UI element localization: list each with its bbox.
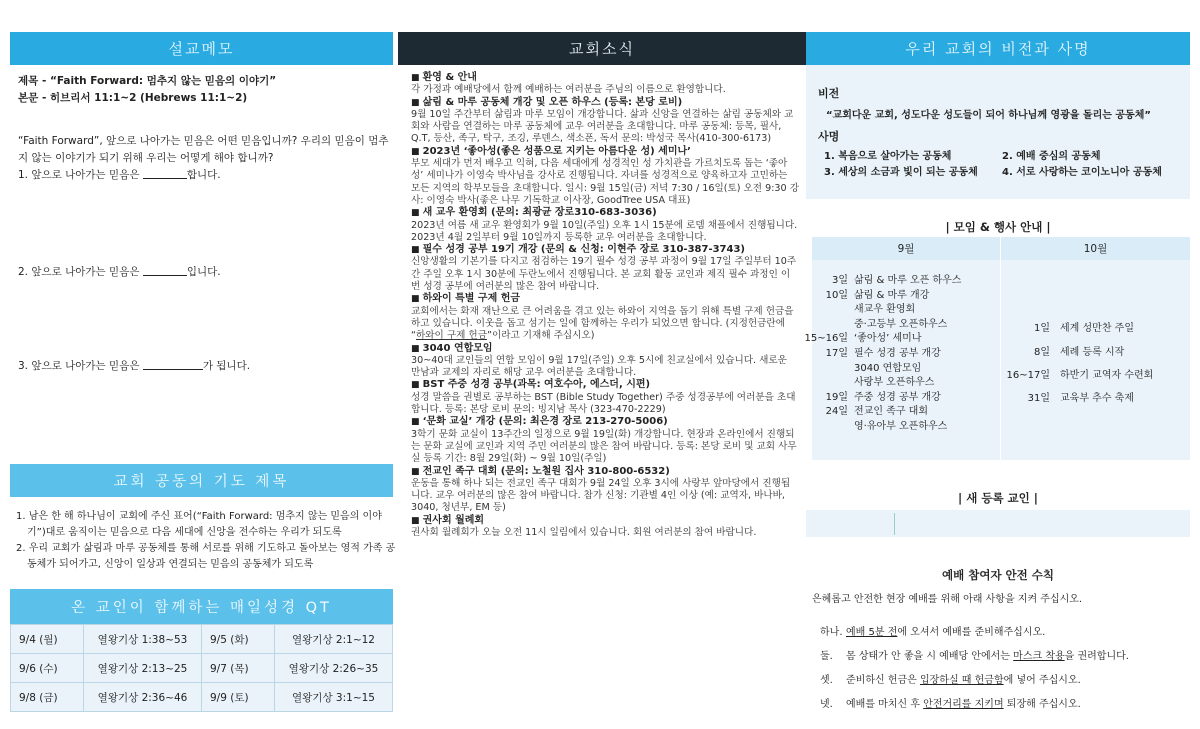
news-item [411,97,799,146]
news-title: ■ 3040 연합모임 [411,343,799,355]
event-date: 1일 [1033,323,1050,334]
news-body-text: ”이라고 기재해 주십시오) [486,330,595,342]
event-row [802,405,992,418]
qt-date: 9/8 (금) [11,683,84,712]
event-date: 10일 [825,289,848,301]
rule-number: 둘. [820,651,833,662]
news-title: ■ 권사회 월례회 [411,515,799,527]
prayer-header: 교회 공동의 기도 제목 [10,464,393,497]
qt-passage: 열왕기상 2:13~25 [84,654,202,683]
sermon-point-2 [18,264,388,279]
point-2-end: 입니다. [186,266,221,278]
news-item [411,244,799,293]
qt-passage: 열왕기상 2:1~12 [275,625,393,654]
event-date: 16~17일 [1006,370,1050,381]
event-date: 15~16일 [804,333,848,345]
event-name: 주중 성경 공부 개강 [854,391,941,403]
event-name: 세례 등록 시작 [1060,347,1125,358]
fill-blank[interactable] [143,266,187,276]
divider [894,513,895,535]
event-name: 중·고등부 오픈하우스 [854,318,948,330]
event-date: 3일 [831,275,848,286]
rule-emphasis: 마스크 착용 [1013,651,1065,662]
news-body: 2023년 여름 새 교우 환영회가 9월 10일(주일) 오후 1시 15분에 로뎀 채플에서 진행됩니다. 2023년 4월 2일부터 9월 10일까지 등록한 교우 여러분을 초대합니다. [411,219,798,243]
rule-emphasis: 안전거리를 지키며 [923,699,1004,710]
sermon-question: “Faith Forward”, 앞으로 나아가는 믿음은 어떤 믿음입니까? 우리의 믿음이 멈추지 않는 이야기가 되기 위해 우리는 어떻게 해야 합니까? [18,135,389,164]
safety-rule [820,647,1129,662]
news-list [411,72,799,539]
qt-passage: 열왕기상 2:36~46 [84,683,202,712]
event-name: 삶림 & 마루 개강 [854,289,930,301]
news-title: ■ 하와이 특별 구제 헌금 [411,293,799,305]
point-1-end: 합니다. [186,169,221,181]
news-body: 각 가정과 예배당에서 함께 예배하는 여러분을 주님의 이름으로 환영합니다. [411,84,726,96]
news-body: 권사회 월례회가 오늘 오전 11시 일림에서 있습니다. 회원 여러분의 참여 바랍니다. [411,526,757,538]
news-item [411,293,799,342]
event-name: ‘좋아성’ 세미나 [854,333,922,345]
news-title: ■ ‘문화 교실’ 개강 (문의: 최은경 장로 213-270-5006) [411,416,799,428]
safety-intro: 은혜롭고 안전한 현장 예배를 위해 아래 사항을 지켜 주십시오. [812,594,1083,605]
news-body: 3학기 문화 교실이 13주간의 일정으로 9월 19일(화) 개강합니다. 현장과 온라인에서 진행되는 문화 교실에 교인과 지역 주민 여러분의 많은 참여 바랍니다. 등록: 본당 로비 및 교회 사무실 등록 기간: 8월 29일(화) ~ 9월 10일(주일) [411,428,797,465]
event-name: 새교우 환영회 [854,304,916,316]
rule-text: 에 넣어 주십시오. [1003,675,1081,686]
news-body: 부모 세대가 먼저 배우고 익혀, 다음 세대에게 성경적인 성 가치관을 가르치도록 돕는 ‘좋아성’ 세미나가 이영숙 박사님을 강사로 진행됩니다. 자녀를 성경적으로 양육하고자 고민하는 모든 지역의 학부모들을 초대합니다. 일시: 9월 15일(금) 저녁 7:30 / 16일(토) 오전 9:30 강사: 이영숙 박사(좋은 나무 기독학교 이사장, GoodTree USA 대표) [411,158,799,206]
point-3-end: 가 됩니다. [202,360,251,372]
rule-text: 몸 상태가 안 좋을 시 예배당 안에서는 [846,651,1014,662]
news-item [411,207,799,244]
event-row [802,362,992,375]
qt-table [10,624,393,712]
event-name: 전교인 족구 대회 [854,406,928,418]
event-row [1002,346,1188,359]
new-members-box [806,510,1190,537]
rule-number: 하나. [820,627,843,638]
news-item [411,146,799,207]
event-row [802,274,992,287]
news-title: ■ 필수 성경 공부 19기 개강 (문의 & 신청: 이현주 장로 310-387-3743) [411,244,799,256]
event-row [802,420,992,433]
fill-blank[interactable] [143,169,187,179]
rule-text: 을 권려합니다. [1064,651,1129,662]
event-date: 19일 [825,391,848,403]
point-2-label: 2. 앞으로 나아가는 믿음은 [18,266,143,278]
rule-emphasis: 입장하실 때 헌금함 [919,675,1004,686]
event-row [802,303,992,316]
vision-panel [806,65,1190,199]
news-body: 30~40대 교인들의 연합 모임이 9월 17일(주일) 오후 5시에 친교실에서 있습니다. 새로운 만남과 교제의 자리로 해당 교우 여러분을 초대합니다. [411,354,787,379]
mission-item: 4. 서로 사랑하는 코이노니아 공동체 [1002,167,1162,178]
safety-rule [820,695,1081,710]
event-row [802,347,992,360]
qt-date: 9/6 (수) [11,654,84,683]
news-title: ■ 2023년 ‘좋아성(좋은 성품으로 지키는 아름다운 성) 세미나’ [411,146,799,158]
qt-passage: 열왕기상 2:26~35 [275,654,393,683]
table-row [11,683,393,712]
news-body: 신앙생활의 기본기를 다지고 점검하는 19기 필수 성경 공부 과정이 9월 17일 주일부터 10주간 주일 오후 1시 30분에 두란노에서 진행됩니다. 본 교회 활동 교인과 제직 필수 과정인 이번 성경 공부에 여러분의 많은 참여 바랍니다. [411,256,797,293]
news-body-text: 교회에서는 화재 재난으로 큰 어려움을 겪고 있는 하와이 지역을 돕기 위해 특별 구제 헌금을 하고 있습니다. 이웃을 돕고 섬기는 일에 함께하는 우리가 되었으면 합니다. (지정헌금란에 “ [411,305,794,342]
news-item [411,466,799,515]
rule-number: 넷. [820,699,833,710]
table-row [11,625,393,654]
event-name: 하반기 교역자 수련회 [1060,370,1154,381]
event-name: 3040 연합모임 [854,362,922,374]
safety-rule [820,671,1081,686]
event-date: 8일 [1033,347,1050,358]
mission-item: 1. 복음으로 살아가는 공동체 [824,151,952,162]
news-body: 9월 10일 주간부터 삶림과 마루 모임이 개강합니다. 삶과 신앙을 연결하는 삶림 공동체와 교회와 사람을 연결하는 마루 공동체에 교우 여러분을 초대합니다. 마루 공동체: 등목, 필사, Q.T, 등산, 족구, 탁구, 조깅, 루덴스, 색소폰, 독서 문의: 박성국 목사(410-300-6173) [411,108,794,145]
sermon-title: 제목 - “Faith Forward: 멈추지 않는 믿음의 이야기” [18,75,277,87]
mission-label: 사명 [818,130,840,143]
event-row [1002,369,1188,382]
sermon-memo-header: 설교메모 [10,32,393,65]
news-item [411,72,799,97]
point-3-label: 3. 앞으로 나아가는 믿음은 [18,360,143,372]
events-oct-header: 10월 [1001,237,1190,260]
sermon-text: 본문 - 히브리서 11:1~2 (Hebrews 11:1~2) [18,92,248,104]
news-body-underline: 하와이 구제 헌금 [415,330,487,342]
event-date: 17일 [825,348,848,359]
sermon-point-1 [18,167,388,182]
prayer-item: 2. 우리 교회가 삶림과 마루 공동체를 통해 서로를 위해 기도하고 돌아보는 영적 가족 공동체가 되어가고, 신앙이 일상과 연결되는 믿음의 공동체가 되도록 [16,543,396,570]
qt-date: 9/5 (화) [202,625,275,654]
sermon-point-3 [18,358,388,373]
vision-header: 우리 교회의 비전과 사명 [806,32,1190,65]
event-name: 영·유아부 오픈하우스 [854,421,948,432]
event-row [1002,322,1188,335]
event-row [802,289,992,302]
event-date: 24일 [825,406,848,418]
fill-blank[interactable] [143,360,203,370]
vision-statement: “교회다운 교회, 성도다운 성도들이 되어 하나님께 영광을 돌리는 공동체” [826,110,1151,121]
qt-date: 9/7 (목) [202,654,275,683]
qt-passage: 열왕기상 3:1~15 [275,683,393,712]
rule-text: 퇴장해 주십시오. [1003,699,1081,710]
event-row [802,376,992,389]
new-members-title: | 새 등록 교인 | [958,491,1038,505]
news-title: ■ 삶림 & 마루 공동체 개강 및 오픈 하우스 (등록: 본당 로비) [411,97,799,109]
prayer-item: 1. 남은 한 해 하나님이 교회에 주신 표어(“Faith Forward: 멈추지 않는 믿음의 이야기”)대로 움직이는 믿음으로 다음 세대에 신앙을 전수하는 우리가 되도록 [16,511,382,538]
point-1-label: 1. 앞으로 나아가는 믿음은 [18,169,143,181]
prayer-list [16,509,396,573]
news-title: ■ BST 주중 성경 공부(과목: 여호수아, 에스더, 시편) [411,379,799,391]
events-sep-header: 9월 [812,237,1000,260]
event-name: 삶림 & 마루 오픈 하우스 [854,275,962,286]
news-title: ■ 전교인 족구 대회 (문의: 노철원 집사 310-800-6532) [411,466,799,478]
news-body: 성경 말씀을 권별로 공부하는 BST (Bible Study Together) 주중 성경공부에 여러분을 초대합니다. 등록: 본당 로비 문의: 빙지남 목사 (323-470-2229) [411,391,796,416]
news-item [411,379,799,416]
event-name: 필수 성경 공부 개강 [854,348,941,359]
news-item [411,343,799,380]
rule-text: 예배를 마치신 후 [846,699,924,710]
church-news-header: 교회소식 [398,32,806,65]
event-row [802,318,992,331]
mission-item: 2. 예배 중심의 공동체 [1002,151,1101,162]
event-name: 사랑부 오픈하우스 [854,377,935,389]
news-title: ■ 환영 & 안내 [411,72,799,84]
qt-passage: 열왕기상 1:38~53 [84,625,202,654]
news-title: ■ 새 교우 환영회 (문의: 최광균 장로310-683-3036) [411,207,799,219]
table-row [11,654,393,683]
rule-emphasis: 예배 5분 전 [846,627,898,638]
qt-date: 9/4 (월) [11,625,84,654]
event-date: 31일 [1027,393,1050,404]
vision-label: 비전 [818,87,840,100]
news-item [411,416,799,465]
events-title: | 모임 & 행사 안내 | [945,220,1051,234]
rule-text: 준비하신 헌금은 [846,675,920,686]
mission-item: 3. 세상의 소금과 빛이 되는 공동체 [824,167,978,178]
rule-number: 셋. [820,675,833,686]
news-item [411,515,799,540]
event-row [802,391,992,404]
news-body: 운동을 통해 하나 되는 전교인 족구 대회가 9월 24일 오후 3시에 사랑부 앞마당에서 진행됩니다. 교우 여러분의 많은 참여 바랍니다. 참가 신청: 기관별 4인 이상 (예: 교역자, 바나바, 3040, 청년부, EM 등) [411,477,791,514]
safety-title: 예배 참여자 안전 수칙 [942,568,1054,582]
rule-text: 에 오셔서 예배를 준비해주십시오. [897,627,1046,638]
event-row [1002,392,1188,405]
news-body [411,306,799,343]
sermon-title-block [18,73,398,107]
events-oct-panel [1001,260,1190,460]
qt-header: 온 교인이 함께하는 매일성경 QT [10,589,393,624]
event-name: 교육부 추수 축제 [1060,393,1134,404]
event-name: 세계 성만찬 주일 [1060,323,1134,334]
safety-rule [820,623,1045,638]
qt-date: 9/9 (토) [202,683,275,712]
event-row [802,332,992,345]
